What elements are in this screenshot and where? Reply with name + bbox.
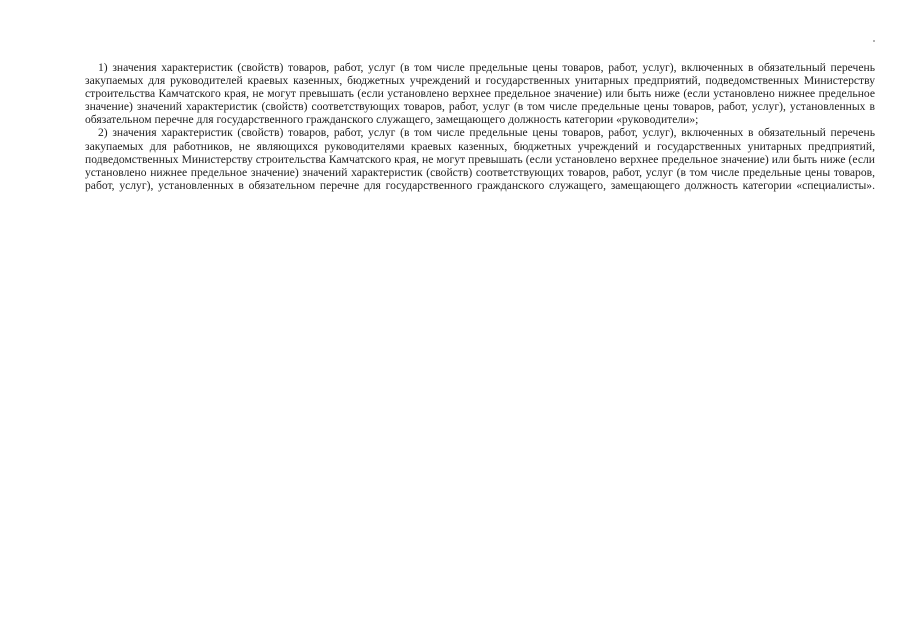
document-body [85,61,875,192]
scan-speck [873,40,875,42]
paragraph-item-2: 2) значения характеристик (свойств) товаров, работ, услуг (в том числе предельные цены товаров, работ, услуг), включенных в обязательный перечень закупаемых для работников, не являющихся руководителями краевых казенных, бюджетных учреждений и государственных унитарных предприятий, подведомственных Министерству строительства Камчатского края, не могут превышать (если установлено верхнее предельное значение) или быть ниже (если установлено нижнее предельное значение) значений характеристик (свойств) соответствующих товаров, работ, услуг (в том числе предельные цены товаров, работ, услуг), установленных в обязательном перечне для государственного гражданского служащего, замещающего должность категории «специалисты». [85,126,875,192]
paragraph-item-1: 1) значения характеристик (свойств) товаров, работ, услуг (в том числе предельные цены товаров, работ, услуг), включенных в обязательный перечень закупаемых для руководителей краевых казенных, бюджетных учреждений и государственных унитарных предприятий, подведомственных Министерству строительства Камчатского края, не могут превышать (если установлено верхнее предельное значение) или быть ниже (если установлено нижнее предельное значение) значений характеристик (свойств) соответствующих товаров, работ, услуг (в том числе предельные цены товаров, работ, услуг), установленных в обязательном перечне для государственного гражданского служащего, замещающего должность категории «руководители»; [85,61,875,127]
